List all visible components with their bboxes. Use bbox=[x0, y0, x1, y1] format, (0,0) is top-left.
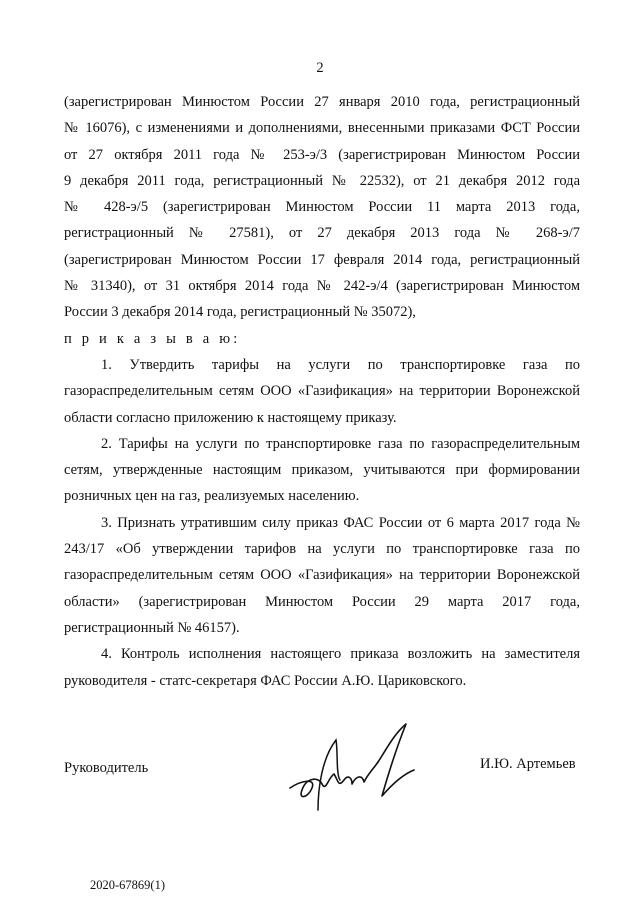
signatory-name: И.Ю. Артемьев bbox=[480, 756, 576, 772]
order-item-4: 4. Контроль исполнения настоящего приказа возложить на заместителя руководителя - статс-секретаря ФАС России А.Ю. Цариковского. bbox=[64, 646, 580, 689]
order-item-3: 3. Признать утратившим силу приказ ФАС России от 6 марта 2017 года № 243/17 «Об утверждении тарифов на услуги по транспортировке газа по газораспределительным сетям ООО «Газификация» на территории Воронежской области» (зарегистрирован Минюстом России 29 марта 2017 года, регистрационный № 46157). bbox=[64, 514, 580, 636]
preamble-line: (зарегистрирован Минюстом России 17 февраля 2014 года, регистрационный bbox=[64, 251, 580, 268]
preamble-line: России 3 декабря 2014 года, регистрационный № 35072), bbox=[64, 304, 416, 321]
signature-block bbox=[0, 710, 640, 830]
handwritten-signature bbox=[282, 718, 422, 818]
document-body bbox=[64, 89, 580, 694]
order-item-2: 2. Тарифы на услуги по транспортировке газа по газораспределительным сетям, утвержденные настоящим приказом, учитываются при формировании розничных цен на газ, реализуемых населению. bbox=[64, 435, 580, 505]
preamble-paragraph bbox=[64, 89, 580, 326]
document-code: 2020-67869(1) bbox=[90, 878, 165, 892]
order-item-1: 1. Утвердить тарифы на услуги по транспортировке газа по газораспределительным сетям ООО «Газификация» на территории Воронежской области согласно приложению к настоящему приказу. bbox=[64, 356, 580, 426]
preamble-line: № 31340), от 31 октября 2014 года № 242-э/4 (зарегистрирован Минюстом bbox=[64, 278, 580, 295]
preamble-line: 9 декабря 2011 года, регистрационный № 22532), от 21 декабря 2012 года bbox=[64, 172, 580, 189]
preamble-line: от 27 октября 2011 года № 253-э/3 (зарегистрирован Минюстом России bbox=[64, 146, 580, 163]
preamble-line: (зарегистрирован Минюстом России 27 января 2010 года, регистрационный bbox=[64, 94, 580, 110]
signatory-title: Руководитель bbox=[64, 760, 149, 776]
page-number: 2 bbox=[316, 60, 324, 76]
preamble-line: регистрационный № 27581), от 27 декабря 2013 года № 268-э/7 bbox=[64, 225, 580, 242]
preamble-line: № 428-э/5 (зарегистрирован Минюстом России 11 марта 2013 года, bbox=[64, 199, 580, 216]
order-word: п р и к а з ы в а ю: bbox=[64, 330, 241, 347]
preamble-line: № 16076), с изменениями и дополнениями, внесенными приказами ФСТ России bbox=[64, 120, 580, 137]
